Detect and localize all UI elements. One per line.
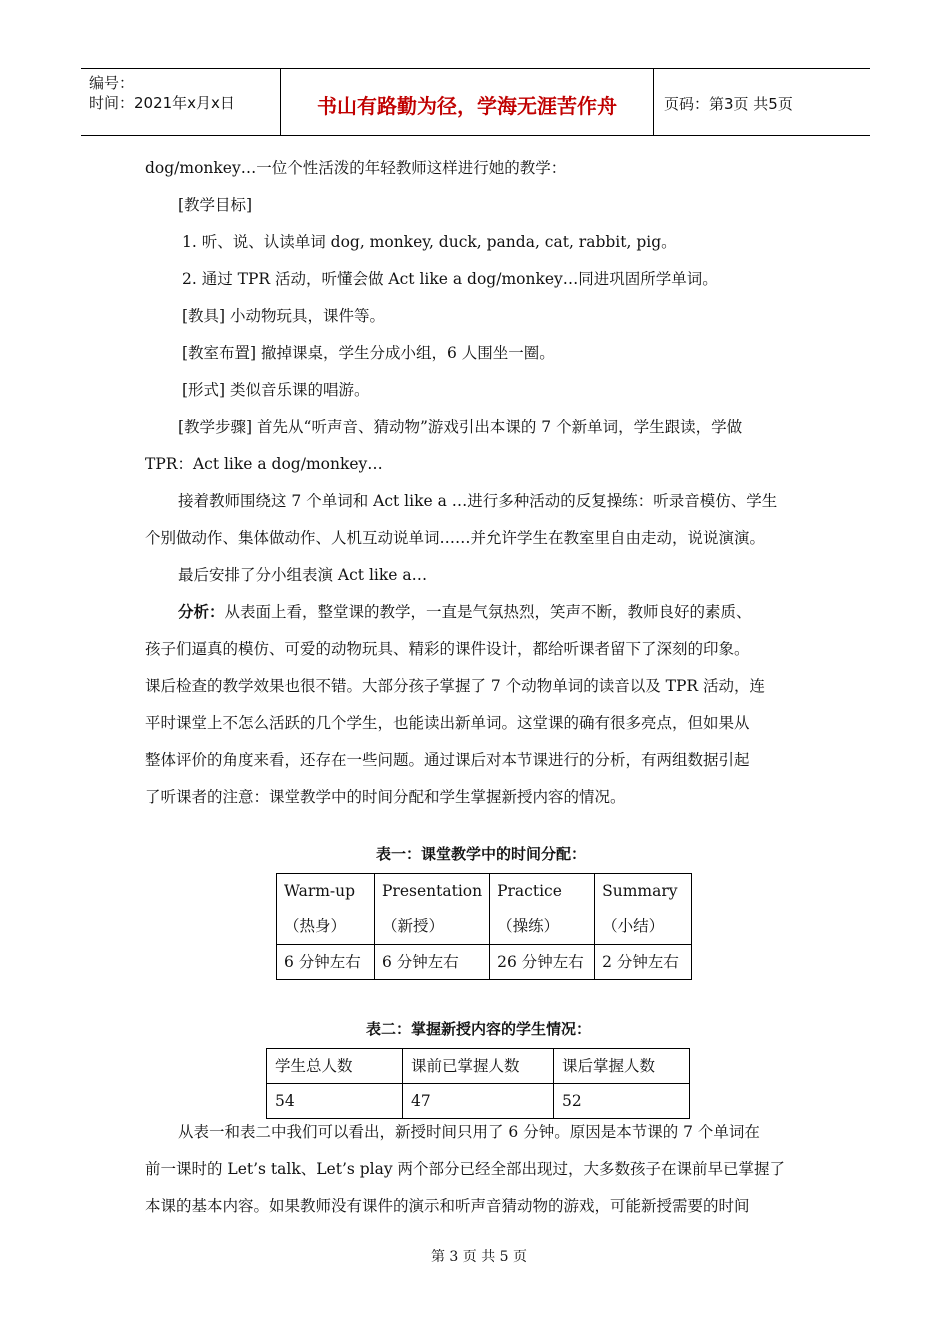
paragraph: 本课的基本内容。如果教师没有课件的演示和听声音猜动物的游戏，可能新授需要的时间 [145, 1197, 750, 1215]
analysis-line: 课后检查的教学效果也很不错。大部分孩子掌握了 7 个动物单词的读音以及 TPR 活动，连 [145, 677, 766, 695]
table-header-cell: Warm-up （热身） [277, 874, 375, 945]
table-header-cell: 课后掌握人数 [554, 1049, 690, 1084]
closing-body [145, 1114, 807, 1225]
paragraph: 最后安排了分小组表演 Act like a… [178, 566, 428, 584]
paragraph: 个别做动作、集体做动作、人机互动说单词……并允许学生在教室里自由走动，说说演演。 [145, 529, 766, 547]
teaching-steps-cont: TPR：Act like a dog/monkey… [145, 455, 383, 473]
header-page-info: 页码：第3页 共5页 [664, 94, 793, 113]
paragraph: 接着教师围绕这 7 个单词和 Act like a …进行多种活动的反复操练：听录音模仿、学生 [178, 492, 778, 510]
paragraph: 从表一和表二中我们可以看出，新授时间只用了 6 分钟。原因是本节课的 7 个单词在 [178, 1123, 760, 1141]
teaching-aids: [教具] 小动物玩具，课件等。 [182, 307, 386, 325]
table-header-cell: Summary （小结） [595, 874, 692, 945]
analysis-line: 了听课者的注意：课堂教学中的时间分配和学生掌握新授内容的情况。 [145, 788, 626, 806]
document-body [145, 150, 807, 816]
analysis-line: 孩子们逼真的模仿、可爱的动物玩具、精彩的课件设计，都给听课者留下了深刻的印象。 [145, 640, 750, 658]
teaching-steps: [教学步骤] 首先从“听声音、猜动物”游戏引出本课的 7 个新单词，学生跟读，学做 [178, 418, 743, 436]
analysis-label: 分析： [178, 603, 225, 621]
table-header-cell: 课前已掌握人数 [403, 1049, 554, 1084]
table-cell: 47 [403, 1084, 554, 1119]
table-cell: 54 [267, 1084, 403, 1119]
header-meta [81, 69, 281, 135]
table-cell: 52 [554, 1084, 690, 1119]
analysis-line: 平时课堂上不怎么活跃的几个学生，也能读出新单词。这堂课的确有很多亮点，但如果从 [145, 714, 750, 732]
page-footer [0, 1246, 950, 1266]
section-heading: [教学目标] [178, 196, 253, 214]
table-header-cell: Presentation （新授） [375, 874, 490, 945]
table-header-cell: Practice （操练） [490, 874, 595, 945]
goal-item-2: 2. 通过 TPR 活动，听懂会做 Act like a dog/monkey…同进巩固所学单词。 [182, 270, 718, 288]
table-cell: 2 分钟左右 [595, 945, 692, 980]
table-cell: 6 分钟左右 [277, 945, 375, 980]
table2-caption: 表二：掌握新授内容的学生情况： [366, 1020, 592, 1038]
analysis-text: 从表面上看，整堂课的教学，一直是气氛热烈，笑声不断，教师良好的素质、 [224, 603, 752, 621]
classroom-layout: [教室布置] 撤掉课桌，学生分成小组，6 人围坐一圈。 [182, 344, 555, 362]
header-motto: 书山有路勤为径，学海无涯苦作舟 [281, 69, 654, 135]
page-header [81, 68, 870, 136]
goal-item-1: 1. 听、说、认读单词 dog, monkey, duck, panda, cat, rabbit, pig。 [182, 233, 677, 251]
table-header-cell: 学生总人数 [267, 1049, 403, 1084]
paragraph: 前一课时的 Let’s talk、Let’s play 两个部分已经全部出现过，大多数孩子在课前早已掌握了 [145, 1160, 786, 1178]
analysis-line [145, 594, 807, 631]
paragraph: dog/monkey…一位个性活泼的年轻教师这样进行她的教学： [145, 159, 567, 177]
format: [形式] 类似音乐课的唱游。 [182, 381, 370, 399]
table-cell: 6 分钟左右 [375, 945, 490, 980]
analysis-line: 整体评价的角度来看，还存在一些问题。通过课后对本节课进行的分析，有两组数据引起 [145, 751, 750, 769]
student-mastery-table [266, 1048, 690, 1119]
serial-label: 编号： [89, 74, 135, 92]
footer-page-number: 第 3 页 共 5 页 [430, 1249, 528, 1265]
date-label: 时间：2021年x月x日 [89, 94, 235, 112]
table1-caption: 表一：课堂教学中的时间分配： [376, 845, 587, 863]
table-cell: 26 分钟左右 [490, 945, 595, 980]
time-allocation-table [276, 873, 692, 980]
